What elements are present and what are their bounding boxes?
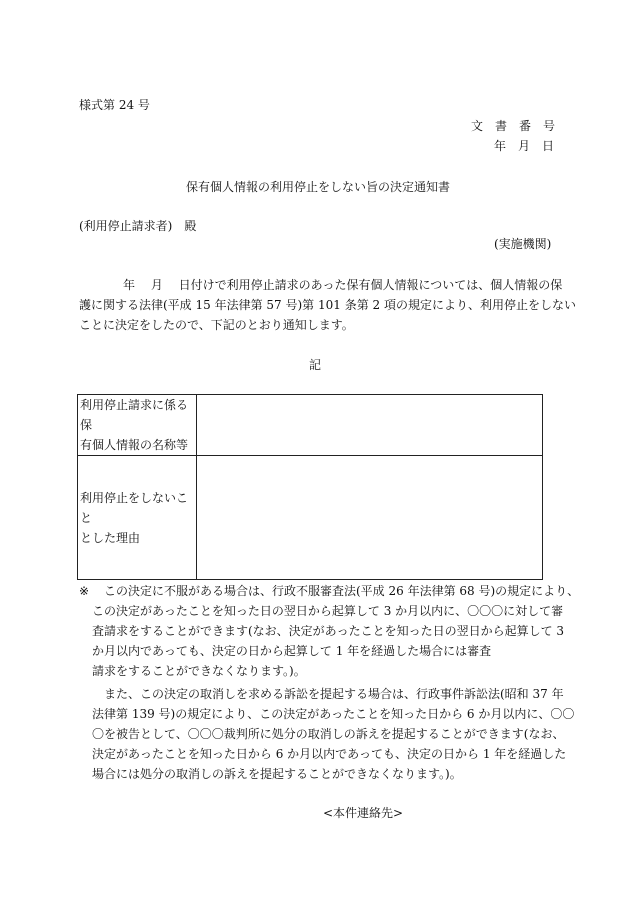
- contact-heading: <本件連絡先>: [323, 806, 404, 820]
- body-line: 護に関する法律(平成 15 年法律第 57 号)第 101 条第 2 項の規定により、利用停止をしない: [79, 298, 576, 312]
- table-row-label-line: とした理由: [80, 530, 141, 545]
- note-line: この決定に不服がある場合は、行政不服審査法(平成 26 年法律第 68 号)の規定により、: [104, 584, 580, 598]
- note-line: 請求をすることができなくなります。)。: [92, 664, 306, 678]
- note-line: 決定があったことを知った日から 6 か月以内であっても、決定の日から 1 年を経過した: [92, 747, 567, 761]
- body-line: 年 月 日付けで利用停止請求のあった保有個人情報については、個人情報の保: [123, 278, 563, 292]
- table-row-label-line: 有個人情報の名称等: [80, 438, 189, 452]
- date-label: 年 月 日: [494, 139, 555, 153]
- document-number-label: 文 書 番 号: [471, 119, 556, 133]
- table-row: [78, 456, 543, 580]
- form-number: 様式第 24 号: [79, 98, 150, 112]
- document-title: 保有個人情報の利用停止をしない旨の決定通知書: [186, 180, 451, 194]
- table-row-label-cell: [78, 395, 197, 456]
- info-table: [77, 394, 543, 580]
- note-line: 法律第 139 号)の規定により、この決定があったことを知った日から 6 か月以内に、〇〇: [92, 707, 575, 721]
- table-row-value-cell: [197, 456, 543, 580]
- note-line: この決定があったことを知った日の翌日から起算して 3 か月以内に、〇〇〇に対して審: [92, 604, 564, 618]
- table-row-label-line: 利用停止請求に係る保: [80, 398, 189, 432]
- note-line: 場合には処分の取消しの訴えを提起することができなくなります。)。: [92, 767, 462, 781]
- table-row-label-line: 利用停止をしないこと: [80, 490, 189, 525]
- table-row: [78, 395, 543, 456]
- note-mark: ※: [79, 584, 90, 598]
- table-row-label-cell: [78, 456, 197, 580]
- note-line: か月以内であっても、決定の日から起算して 1 年を経過した場合には審査: [92, 644, 492, 658]
- note-line: 〇を被告として、〇〇〇裁判所に処分の取消しの訴えを提起することができます(なお、: [92, 727, 565, 741]
- note-line: また、この決定の取消しを求める訴訟を提起する場合は、行政事件訴訟法(昭和 37 年: [104, 687, 564, 701]
- table-row-value-cell: [197, 395, 543, 456]
- body-line: ことに決定をしたので、下記のとおり通知します。: [79, 318, 354, 332]
- addressee: (利用停止請求者) 殿: [79, 219, 197, 233]
- ki-heading: 記: [309, 358, 322, 372]
- note-line: 査請求をすることができます(なお、決定があったことを知った日の翌日から起算して 3: [92, 624, 565, 638]
- issuing-agency: (実施機関): [494, 237, 552, 251]
